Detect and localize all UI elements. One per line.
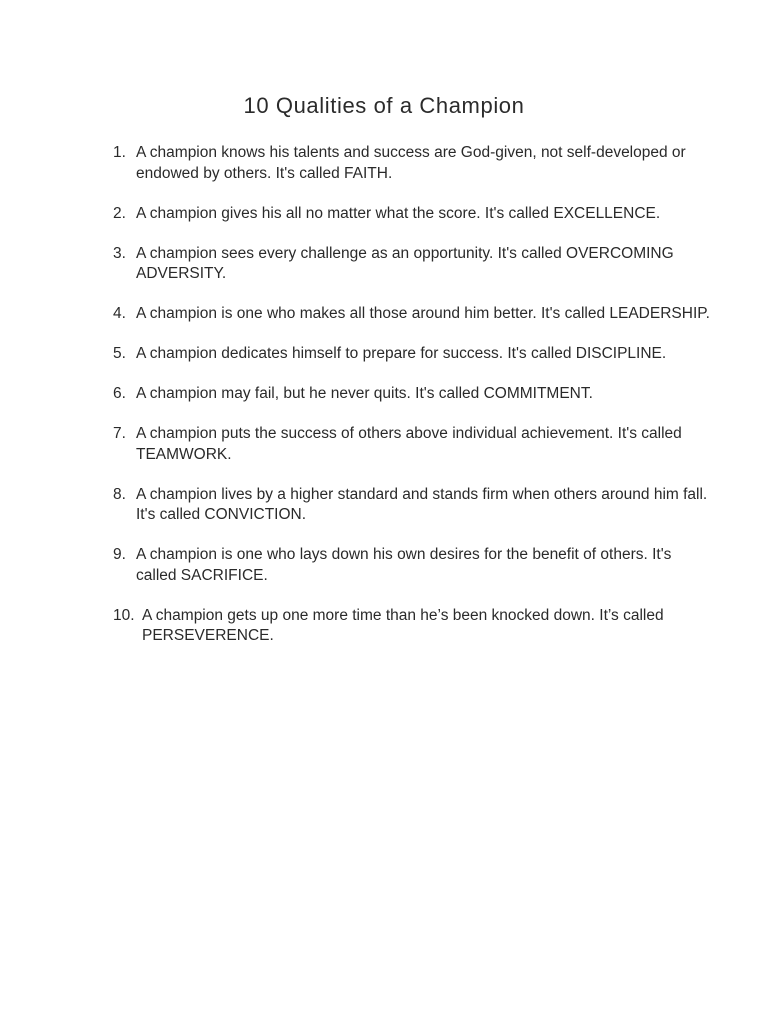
qualities-list (113, 143, 713, 666)
item-number: 6. (113, 385, 126, 402)
item-number: 9. (113, 546, 126, 563)
item-text: A champion is one who makes all those around him better. It's called LEADERSHIP. (136, 305, 710, 322)
item-number: 4. (113, 305, 126, 322)
item-text: A champion lives by a higher standard and stands firm when others around him fall. It's called CONVICTION. (136, 485, 708, 523)
item-number: 8. (113, 485, 126, 503)
list-item (113, 606, 713, 647)
item-text: A champion sees every challenge as an opportunity. It's called OVERCOMING ADVERSITY. (136, 244, 674, 282)
item-number: 1. (113, 144, 126, 161)
item-text: A champion puts the success of others above individual achievement. It's called TEAMWORK. (136, 425, 682, 463)
list-item (113, 545, 713, 586)
list-item (113, 204, 713, 225)
item-text: A champion gives his all no matter what the score. It's called EXCELLENCE. (136, 204, 661, 222)
list-item (113, 485, 713, 526)
item-text: A champion dedicates himself to prepare for success. It's called DISCIPLINE. (136, 345, 667, 362)
list-item (113, 344, 713, 365)
page-title: 10 Qualities of a Champion (243, 93, 525, 118)
list-item (113, 384, 713, 405)
list-item (113, 304, 713, 325)
list-item (113, 143, 713, 184)
list-item (113, 424, 713, 465)
item-text: A champion gets up one more time than he’s been knocked down. It’s called PERSEVERENCE. (142, 606, 664, 644)
item-text: A champion is one who lays down his own desires for the benefit of others. It's called SACRIFICE. (136, 546, 672, 584)
item-number: 10. (113, 606, 135, 624)
item-text: A champion knows his talents and success are God-given, not self-developed or endowed by others. It's called FAITH. (136, 144, 686, 182)
list-item (113, 244, 713, 285)
item-number: 5. (113, 345, 126, 362)
item-number: 2. (113, 204, 126, 222)
item-number: 3. (113, 244, 126, 262)
item-text: A champion may fail, but he never quits. It's called COMMITMENT. (136, 385, 593, 402)
item-number: 7. (113, 425, 126, 442)
